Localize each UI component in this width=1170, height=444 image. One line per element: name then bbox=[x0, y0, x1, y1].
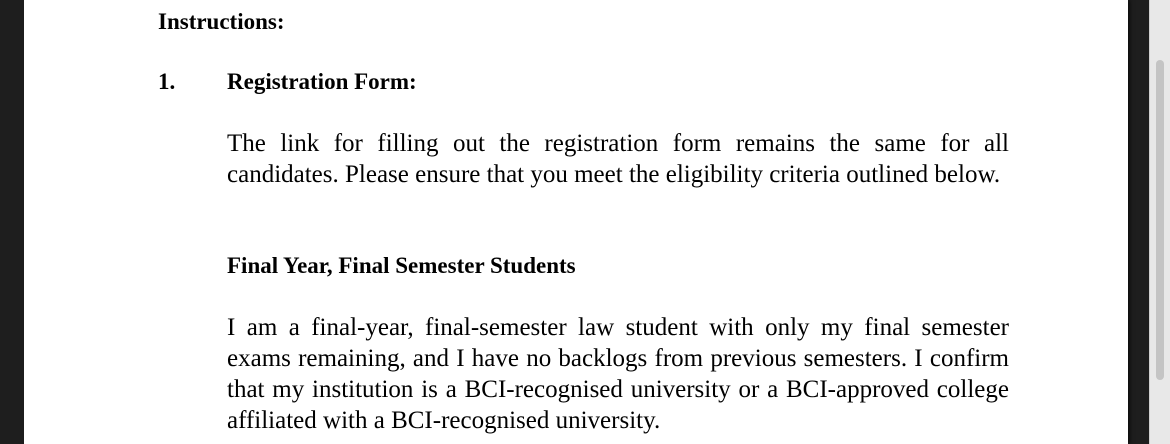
eligibility-declaration-paragraph: I am a final-year, final-semester law student with only my final semester exams remaining, and I have no backlogs from previous semesters. I confirm that my institution is a BCI-recognised university or a BCI-approved college affiliated with a BCI-recognised university. bbox=[227, 314, 1009, 434]
list-item-number: 1. bbox=[158, 69, 176, 94]
registration-paragraph: The link for filling out the registration form remains the same for all candidates. Please ensure that you meet the eligibility criteria outlined below. bbox=[227, 130, 1009, 188]
scrollbar-thumb[interactable] bbox=[1156, 60, 1164, 380]
instructions-heading: Instructions: bbox=[158, 9, 285, 34]
registration-form-title: Registration Form: bbox=[227, 69, 417, 94]
vertical-scrollbar[interactable] bbox=[1149, 0, 1170, 444]
document-page bbox=[24, 0, 1128, 444]
final-year-subheading: Final Year, Final Semester Students bbox=[227, 253, 576, 278]
